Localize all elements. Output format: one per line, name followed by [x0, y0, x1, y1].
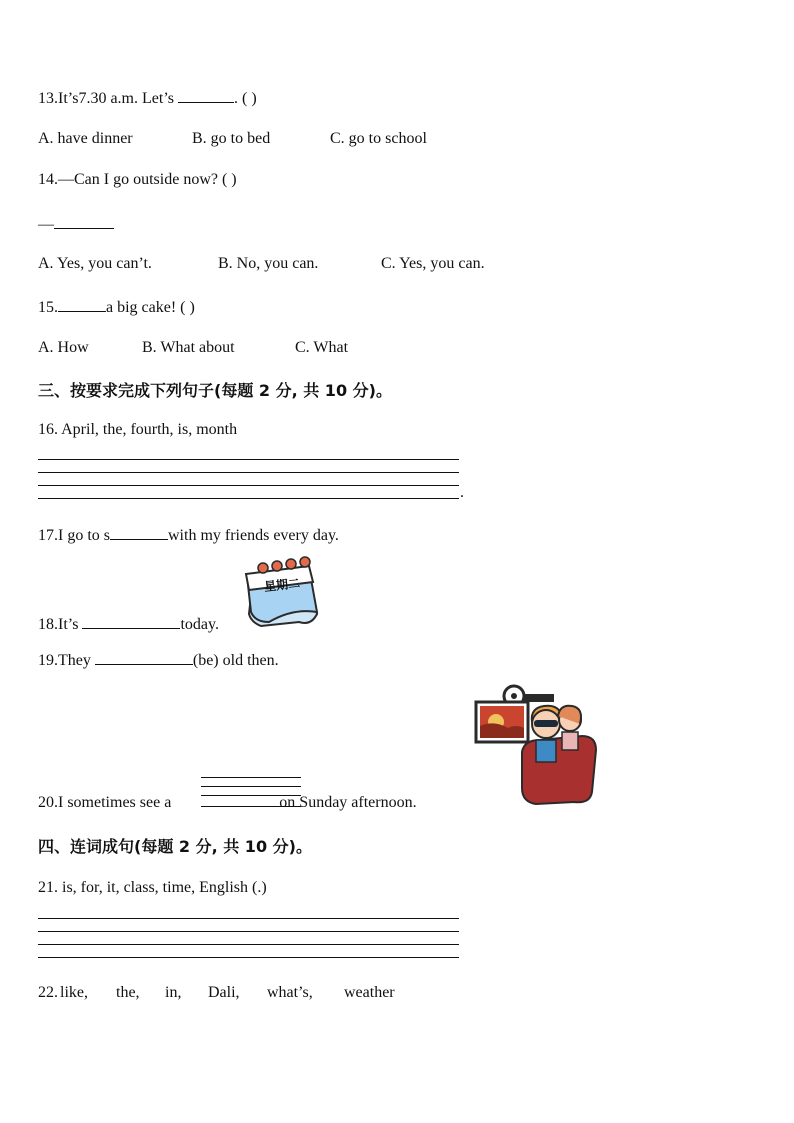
question-13	[38, 88, 257, 108]
q15-blank[interactable]	[58, 297, 106, 312]
q22-word: in,	[165, 984, 182, 1001]
q21-writing-line[interactable]	[38, 918, 459, 919]
q22-word: like,	[60, 984, 88, 1001]
q19-blank[interactable]	[95, 650, 193, 665]
q19-stem-end: (be) old then.	[192, 652, 279, 669]
q15-option-a: A. How	[38, 339, 89, 356]
q14-stem: 14.—Can I go outside now? ( )	[38, 171, 237, 188]
q16-writing-line[interactable]	[38, 472, 459, 473]
q22-word: the,	[116, 984, 140, 1001]
section-4-heading: 四、连词成句(每题 2 分, 共 10 分)。	[38, 837, 312, 856]
calendar-label: 星期二	[263, 576, 301, 594]
q20-writing-line	[201, 786, 301, 787]
q20-writing-line	[201, 806, 301, 807]
q20-stem: 20.I sometimes see a	[38, 794, 176, 811]
question-20	[38, 794, 417, 812]
q15-option-b: B. What about	[142, 339, 235, 356]
cinema-kids-picture	[474, 684, 600, 808]
q21-writing-line[interactable]	[38, 944, 459, 945]
q13-blank[interactable]	[178, 88, 234, 103]
q18-blank[interactable]	[82, 614, 180, 629]
q20-writing-line	[201, 777, 301, 778]
q16-period: .	[460, 484, 464, 501]
question-15	[38, 297, 195, 317]
calendar-icon	[243, 556, 325, 630]
q15-option-c: C. What	[295, 339, 349, 356]
q16-writing-line[interactable]	[38, 498, 459, 499]
q21-words: 21. is, for, it, class, time, English (.)	[38, 879, 267, 896]
q14-answer-dash: —	[38, 216, 54, 233]
question-17	[38, 525, 339, 545]
q14-answer-line	[38, 214, 114, 234]
q14-option-c: C. Yes, you can.	[381, 255, 485, 272]
q15-stem: a big cake! ( )	[106, 299, 195, 316]
q14-blank[interactable]	[54, 214, 114, 229]
question-19	[38, 650, 279, 670]
q16-writing-line[interactable]	[38, 485, 459, 486]
q18-stem: 18.It’s	[38, 616, 83, 633]
q13-stem-end: . ( )	[233, 90, 257, 107]
q13-option-c: C. go to school	[330, 130, 427, 147]
q21-writing-line[interactable]	[38, 931, 459, 932]
q20-writing-line	[201, 795, 301, 796]
q14-option-b: B. No, you can.	[218, 255, 319, 272]
q16-writing-line[interactable]	[38, 459, 459, 460]
q18-stem-end: today.	[180, 616, 219, 633]
q17-stem: 17.I go to s	[38, 527, 110, 544]
q15-number: 15.	[38, 299, 58, 316]
q14-option-a: A. Yes, you can’t.	[38, 255, 152, 272]
section-3-heading: 三、按要求完成下列句子(每题 2 分, 共 10 分)。	[38, 381, 392, 400]
q13-stem: 13.It’s7.30 a.m. Let’s	[38, 90, 178, 107]
q22-word: weather	[344, 984, 395, 1001]
q22-number: 22.	[38, 984, 58, 1001]
q22-word: what’s,	[267, 984, 313, 1001]
q17-stem-end: with my friends every day.	[168, 527, 339, 544]
question-18	[38, 614, 219, 634]
q13-option-a: A. have dinner	[38, 130, 133, 147]
q17-blank[interactable]	[110, 525, 168, 540]
q16-words: 16. April, the, fourth, is, month	[38, 421, 238, 438]
q19-stem: 19.They	[38, 652, 95, 669]
q20-stem-end: on Sunday afternoon.	[275, 794, 417, 811]
q22-word: Dali,	[208, 984, 240, 1001]
q13-option-b: B. go to bed	[192, 130, 271, 147]
q21-writing-line[interactable]	[38, 957, 459, 958]
